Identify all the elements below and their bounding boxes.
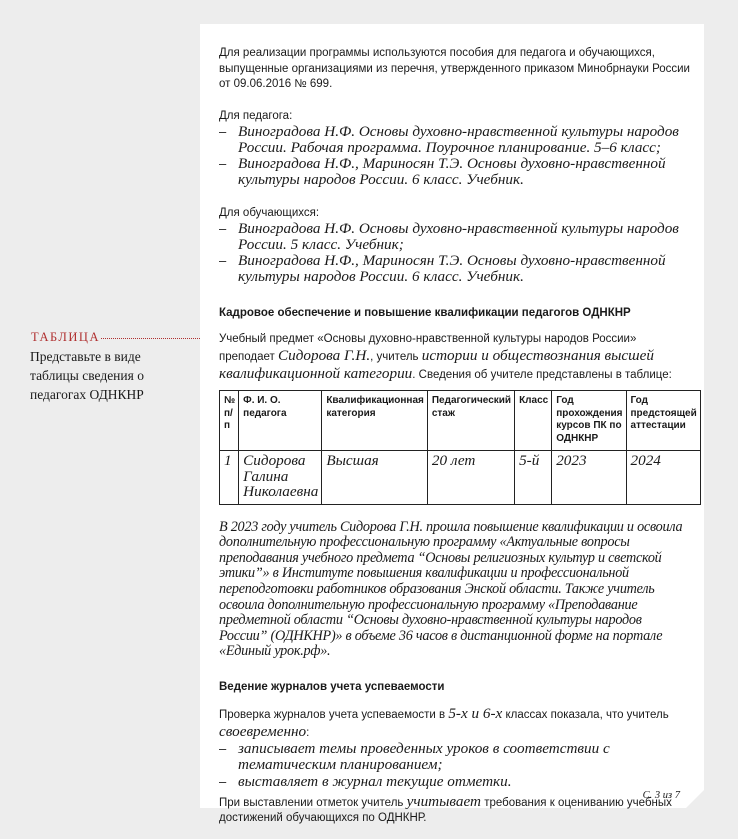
cell-name: Сидорова Галина Николаевна <box>239 451 322 505</box>
closing-paragraph <box>219 794 691 827</box>
journals-text-part3: : <box>306 726 310 739</box>
cell-class: 5-й <box>515 451 552 505</box>
sidebar-note: Представьте в виде таблицы сведения о педагогах ОДНКНР <box>30 349 144 402</box>
staff-text-part1: Учебный предмет «Основы духовно-нравственной культуры народов России» преподает <box>219 333 637 363</box>
document-page <box>200 24 704 825</box>
journals-text-part1: Проверка журналов учета успеваемости в <box>219 709 449 722</box>
journals-heading: Ведение журналов учета успеваемости <box>219 681 445 694</box>
col-header-attestation-year: Год предстоящей аттестации <box>626 391 700 451</box>
closing-part1: При выставлении отметок учитель <box>219 796 407 809</box>
qualification-paragraph: В 2023 году учитель Сидорова Г.Н. прошла повышение квалификации и освоила дополнительную профессиональную программу «Актуальные вопросы преподавания учебного предмета “Основы религиозных культур и светской этики”» в Институте повышения квалификации и профессиональной переподготовки работников образования Энской области. Также учитель освоила дополнительную профессиональную программу «Преподавание предметной области “Основы духовно-нравственной культуры народов России” (ОДНКНР)» в объеме 36 часов в дистанционной форме на портале «Единый урок.рф». <box>219 518 683 660</box>
sidebar-title: ТАБЛИЦА <box>31 330 100 344</box>
col-header-name: Ф. И. О. педагога <box>239 391 322 451</box>
cell-category: Высшая <box>322 451 428 505</box>
teacher-category-handwritten: истории и обществознания высшей квалификационной категории <box>219 347 654 382</box>
staff-text-part3: . Сведения об учителе представлены в таблице: <box>412 368 672 381</box>
col-header-experience: Педагогический стаж <box>427 391 514 451</box>
closing-part2: требования к оцениванию учебных достижений обучающихся по ОДНКНР. <box>219 796 672 825</box>
col-header-category: Квалификационная категория <box>322 391 428 451</box>
considers-handwritten: учитывает <box>406 792 482 810</box>
teacher-info-table <box>219 390 701 505</box>
col-header-class: Класс <box>515 391 552 451</box>
grades-handwritten: 5-х и 6-х <box>448 705 503 723</box>
cell-number: 1 <box>220 451 239 505</box>
journals-text-part2: классах показала, что учитель <box>502 709 669 722</box>
page-content <box>219 46 697 827</box>
teacher-materials-list <box>219 124 691 189</box>
journal-findings-list <box>219 741 691 790</box>
for-teacher-label: Для педагога: <box>219 109 293 122</box>
for-students-label: Для обучающихся: <box>219 206 320 219</box>
cell-experience: 20 лет <box>427 451 514 505</box>
intro-paragraph: Для реализации программы используются пособия для педагога и обучающихся, выпущенные организациями из перечня, утвержденного приказом Минобрнауки России от 09.06.2016 № 699. <box>219 47 690 91</box>
staff-text-part2: , учитель <box>370 351 422 363</box>
student-materials-list <box>219 221 691 286</box>
table-header-row <box>220 391 701 451</box>
journals-paragraph <box>219 706 691 741</box>
cell-attestation-year: 2024 <box>626 451 700 505</box>
staff-paragraph <box>219 332 691 383</box>
teacher-name-handwritten: Сидорова Г.Н. <box>277 347 371 364</box>
cell-course-year: 2023 <box>552 451 626 505</box>
col-header-number: № п/п <box>220 391 239 451</box>
timely-handwritten: своевременно <box>219 722 307 740</box>
list-item: – Виноградова Н.Ф., Мариносян Т.Э. Основы духовно-нравственной культуры народов России. 6 класс. Учебник. <box>219 156 691 188</box>
list-item: – Виноградова Н.Ф., Мариносян Т.Э. Основы духовно-нравственной культуры народов России. 6 класс. Учебник. <box>219 253 691 285</box>
list-item: – выставляет в журнал текущие отметки. <box>219 774 691 790</box>
table-row <box>220 451 701 505</box>
col-header-course-year: Год прохождения курсов ПК по ОДНКНР <box>552 391 626 451</box>
list-item: – записывает темы проведенных уроков в соответствии с тематическим планированием; <box>219 741 691 773</box>
list-item: – Виноградова Н.Ф. Основы духовно-нравственной культуры народов России. 5 класс. Учебник; <box>219 221 691 253</box>
staff-heading: Кадровое обеспечение и повышение квалификации педагогов ОДНКНР <box>219 307 631 320</box>
page-number: С. 3 из 7 <box>642 790 680 801</box>
list-item: – Виноградова Н.Ф. Основы духовно-нравственной культуры народов России. Рабочая программа. Поурочное планирование. 5–6 класс; <box>219 124 691 156</box>
